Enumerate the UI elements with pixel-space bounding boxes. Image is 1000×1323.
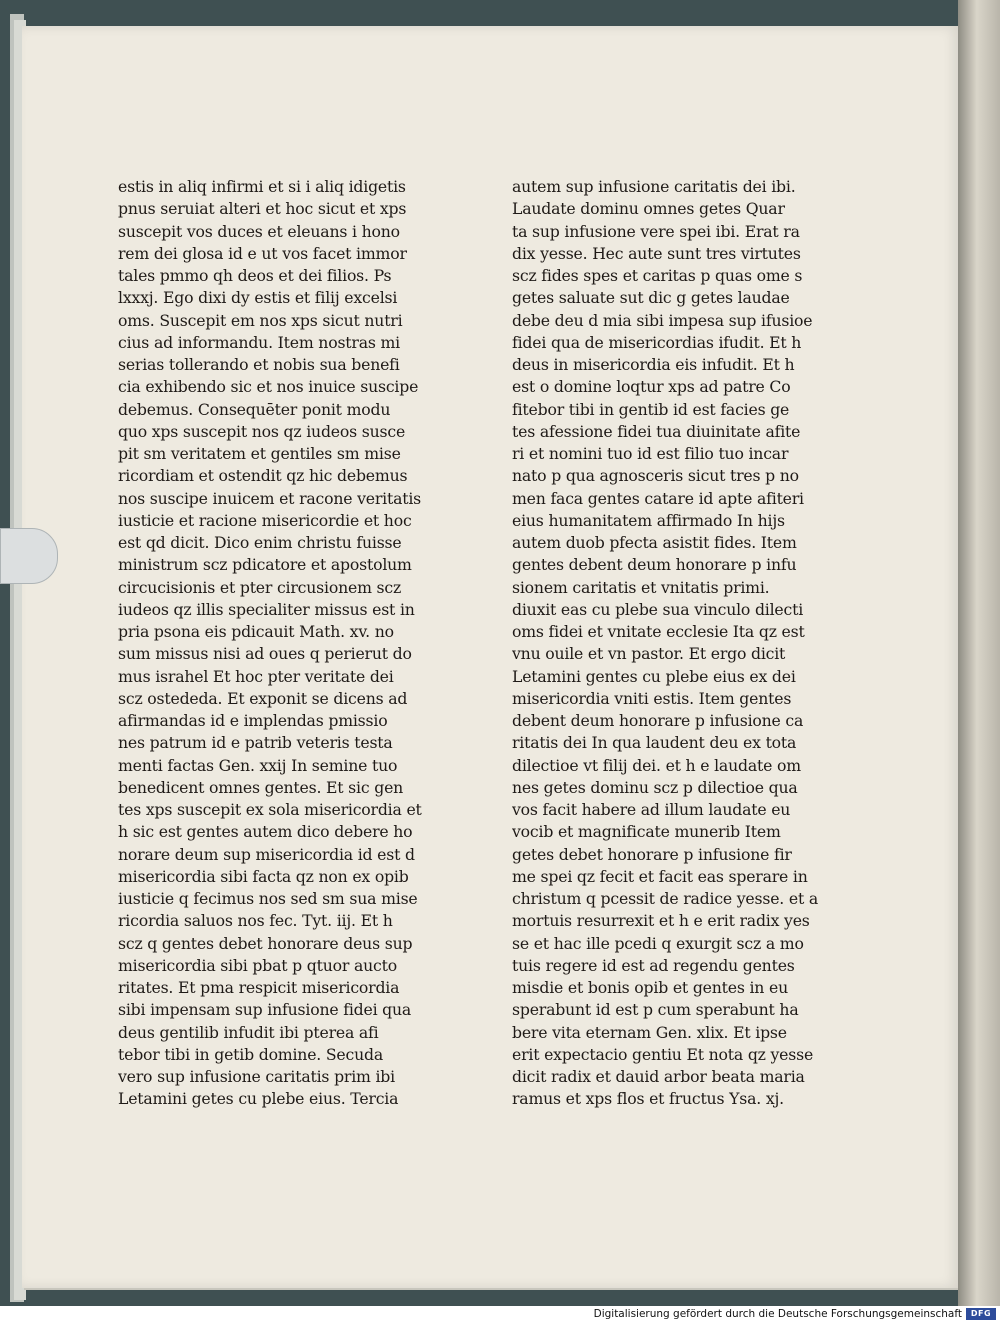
text-line: estis in aliq infirmi et si i aliq idigetis (118, 178, 406, 196)
text-line: deus in misericordia eis infudit. Et h (512, 356, 795, 374)
text-line: ritatis dei In qua laudent deu ex tota (512, 734, 797, 753)
text-line: fidei qua de misericordias ifudit. Et h (512, 333, 802, 352)
text-line: se et hac ille pcedi q exurgit scz a mo (512, 934, 804, 953)
text-line: bere vita eternam Gen. xlix. Et ipse (512, 1023, 787, 1042)
text-line: autem sup infusione caritatis dei ibi. (512, 178, 796, 196)
text-line: circucisionis et pter circusionem scz (118, 578, 402, 597)
text-line: diuxit eas cu plebe sua vinculo dilecti (512, 600, 804, 619)
text-line: h sic est gentes autem dico debere ho (118, 823, 413, 842)
text-line: eius humanitatem affirmado In hijs (512, 511, 785, 530)
text-line: afirmandas id e implendas pmissio (118, 712, 388, 730)
text-line: pria psona eis pdicauit Math. xv. no (118, 623, 394, 641)
text-line: misericordia vniti estis. Item gentes (512, 689, 792, 708)
text-line: tes afessione fidei tua diuinitate afite (512, 422, 801, 441)
text-line: menti factas Gen. xxij In semine tuo (118, 756, 398, 775)
text-line: tebor tibi in getib domine. Secuda (118, 1045, 383, 1064)
text-line: vero sup infusione caritatis prim ibi (118, 1068, 395, 1086)
text-line: pit sm veritatem et gentiles sm mise (118, 445, 401, 463)
text-line: iusticie et racione misericordie et hoc (118, 511, 412, 530)
text-line: Letamini getes cu plebe eius. Tercia (118, 1090, 399, 1109)
text-line: iudeos qz illis specialiter missus est in (118, 600, 415, 619)
text-line: est o domine loqtur xps ad patre Co (512, 378, 791, 397)
text-line: ricordiam et ostendit qz hic debemus (118, 467, 408, 486)
text-line: scz ostededa. Et exponit se dicens ad (118, 689, 408, 708)
text-line: pnus seruiat alteri et hoc sicut et xps (118, 200, 407, 219)
book-spine (958, 0, 1000, 1306)
text-line: getes saluate sut dic g getes laudae (512, 289, 790, 308)
text-line: dicit radix et dauid arbor beata maria (512, 1068, 805, 1086)
text-line: sionem caritatis et vnitatis primi. (512, 578, 770, 597)
text-line: sibi impensam sup infusione fidei qua (118, 1001, 412, 1020)
text-line: Laudate dominu omnes getes Quar (512, 200, 785, 219)
text-line: quo xps suscepit nos qz iudeos susce (118, 422, 406, 441)
right-text-column (512, 176, 832, 1111)
text-line: oms. Suscepit em nos xps sicut nutri (118, 311, 403, 330)
page-tab (0, 528, 58, 584)
text-line: benedicent omnes gentes. Et sic gen (118, 778, 404, 797)
text-line: tes xps suscepit ex sola misericordia et (118, 801, 422, 819)
text-line: Letamini gentes cu plebe eius ex dei (512, 667, 796, 686)
text-line: men faca gentes catare id apte afiteri (512, 489, 804, 508)
text-line: norare deum sup misericordia id est d (118, 845, 415, 864)
text-line: dix yesse. Hec aute sunt tres virtutes (512, 244, 801, 263)
text-line: debent deum honorare p infusione ca (512, 712, 804, 730)
text-line: erit expectacio gentiu Et nota qz yesse (512, 1045, 814, 1064)
text-line: getes debet honorare p infusione fir (512, 845, 792, 864)
text-line: scz q gentes debet honorare deus sup (118, 934, 413, 953)
text-line: mortuis resurrexit et h e erit radix yes (512, 912, 810, 931)
footer-bar (0, 1306, 1000, 1323)
text-line: christum q pcessit de radice yesse. et a (512, 890, 819, 908)
text-line: lxxxj. Ego dixi dy estis et filij excelsi (118, 289, 398, 308)
text-line: nes getes dominu scz p dilectioe qua (512, 778, 798, 797)
text-line: ritates. Et pma respicit misericordia (118, 979, 400, 997)
text-line: ramus et xps flos et fructus Ysa. xj. (512, 1090, 784, 1109)
text-line: cia exhibendo sic et nos inuice suscipe (118, 378, 419, 397)
text-line: oms fidei et vnitate ecclesie Ita qz est (512, 623, 805, 641)
text-line: dilectioe vt filij dei. et h e laudate om (512, 756, 801, 775)
text-line: vocib et magnificate munerib Item (512, 823, 781, 842)
dfg-logo-icon: DFG (966, 1308, 996, 1320)
text-line: nos suscipe inuicem et racone veritatis (118, 489, 422, 508)
text-line: vnu ouile et vn pastor. Et ergo dicit (512, 645, 786, 664)
text-line: ministrum scz pdicatore et apostolum (118, 556, 412, 575)
text-line: nes patrum id e patrib veteris testa (118, 734, 393, 753)
text-line: misericordia sibi facta qz non ex opib (118, 867, 409, 886)
text-line: cius ad informandu. Item nostras mi (118, 333, 401, 352)
text-line: iusticie q fecimus nos sed sm sua mise (118, 890, 418, 908)
text-line: mus israhel Et hoc pter veritate dei (118, 667, 394, 686)
left-text-column (118, 176, 438, 1111)
text-line: rem dei glosa id e ut vos facet immor (118, 244, 407, 263)
text-line: deus gentilib infudit ibi pterea afi (118, 1023, 379, 1042)
text-line: misericordia sibi pbat p qtuor aucto (118, 956, 397, 975)
text-line: autem duob pfecta asistit fides. Item (512, 534, 797, 552)
text-line: debe deu d mia sibi impesa sup ifusioe (512, 311, 813, 330)
text-line: debemus. Consequēter ponit modu (118, 400, 391, 419)
text-line: sperabunt id est p cum sperabunt ha (512, 1001, 799, 1020)
text-line: ricordia saluos nos fec. Tyt. iij. Et h (118, 912, 393, 931)
text-line: tales pmmo qh deos et dei filios. Ps (118, 267, 392, 285)
text-line: gentes debent deum honorare p infu (512, 556, 797, 575)
text-line: suscepit vos duces et eleuans i hono (118, 222, 400, 241)
text-line: scz fides spes et caritas p quas ome s (512, 267, 803, 285)
footer-credit: Digitalisierung gefördert durch die Deutsche Forschungsgemeinschaft (593, 1308, 962, 1320)
text-line: tuis regere id est ad regendu gentes (512, 956, 795, 975)
text-line: me spei qz fecit et facit eas sperare in (512, 867, 808, 886)
text-line: sum missus nisi ad oues q perierut do (118, 645, 412, 664)
text-line: nato p qua agnosceris sicut tres p no (512, 467, 799, 486)
text-line: ta sup infusione vere spei ibi. Erat ra (512, 222, 800, 241)
text-line: serias tollerando et nobis sua benefi (118, 356, 400, 374)
text-line: vos facit habere ad illum laudate eu (512, 801, 791, 819)
text-line: fitebor tibi in gentib id est facies ge (512, 400, 790, 419)
text-line: est qd dicit. Dico enim christu fuisse (118, 534, 402, 552)
text-line: ri et nomini tuo id est filio tuo incar (512, 445, 789, 463)
text-line: misdie et bonis opib et gentes in eu (512, 979, 788, 997)
